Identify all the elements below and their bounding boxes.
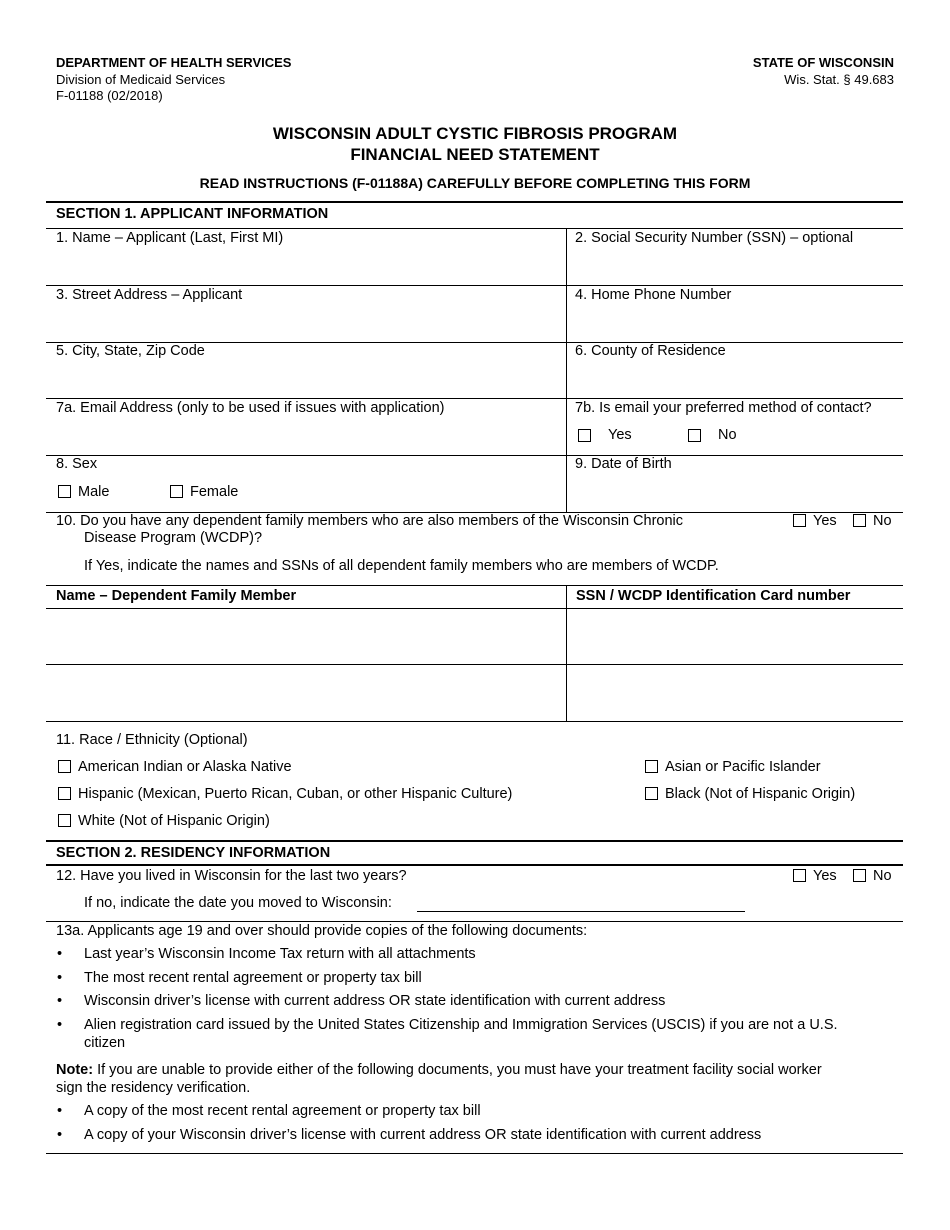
race-asian-label: Asian or Pacific Islander [665,759,821,775]
division-name: Division of Medicaid Services [56,72,226,87]
county-field[interactable] [567,342,903,398]
state-name: STATE OF WISCONSIN [752,55,894,70]
street-address-label: 3. Street Address – Applicant [56,287,243,303]
doc-item-cont: citizen [84,1035,126,1051]
q12-yes-checkbox[interactable] [793,869,806,882]
race-black-label: Black (Not of Hispanic Origin) [665,786,856,802]
applicant-name-field[interactable] [46,228,566,285]
ssn-label: 2. Social Security Number (SSN) – optional [575,230,854,246]
bullet: • [57,970,63,986]
q10-note: If Yes, indicate the names and SSNs of all dependent family members who are members of WCDP. [84,558,719,574]
q13a-text: 13a. Applicants age 19 and over should provide copies of the following documents: [56,923,588,939]
form-id: F-01188 (02/2018) [56,88,163,103]
dependent-ssn-header: SSN / WCDP Identification Card number [576,588,851,604]
form-subtitle: FINANCIAL NEED STATEMENT [350,145,600,164]
divider [46,201,903,203]
bullet: • [57,993,63,1009]
bullet: • [57,946,63,962]
email-preferred-no-label: No [718,427,737,443]
divider [46,585,903,586]
race-hispanic-label: Hispanic (Mexican, Puerto Rican, Cuban, or other Hispanic Culture) [78,786,513,802]
sex-label: 8. Sex [56,456,98,472]
race-white-label: White (Not of Hispanic Origin) [78,813,270,829]
doc-item: Wisconsin driver’s license with current address OR state identification with current address [84,993,666,1009]
q10-yes-checkbox[interactable] [793,514,806,527]
divider [46,864,903,866]
q10-no-label: No [873,513,892,529]
department-name: DEPARTMENT OF HEALTH SERVICES [56,55,292,70]
email-field[interactable] [46,398,566,455]
note-doc-item: A copy of your Wisconsin driver’s license with current address OR state identification with current address [84,1127,762,1143]
q10-no-checkbox[interactable] [853,514,866,527]
residency-note [56,1062,822,1078]
divider [46,1153,903,1154]
dependent-ssn-input-1[interactable] [567,609,903,664]
q12-yes-label: Yes [813,868,837,884]
sex-male-label: Male [78,484,110,500]
note-text-cont: sign the residency verification. [56,1080,251,1096]
q12-note: If no, indicate the date you moved to Wisconsin: [84,895,392,911]
email-label: 7a. Email Address (only to be used if issues with application) [56,400,445,416]
bullet: • [57,1017,63,1033]
email-preferred-label: 7b. Is email your preferred method of contact? [575,400,872,416]
race-white-checkbox[interactable] [58,814,71,827]
sex-male-checkbox[interactable] [58,485,71,498]
note-doc-item: A copy of the most recent rental agreement or property tax bill [84,1103,481,1119]
q11-label: 11. Race / Ethnicity (Optional) [56,732,248,748]
dependent-name-input-1[interactable] [46,609,566,664]
bullet: • [57,1127,63,1143]
doc-item: The most recent rental agreement or property tax bill [84,970,422,986]
form-title: WISCONSIN ADULT CYSTIC FIBROSIS PROGRAM [272,124,678,143]
q12-text: 12. Have you lived in Wisconsin for the last two years? [56,868,407,884]
sex-female-label: Female [190,484,239,500]
email-preferred-yes-checkbox[interactable] [578,429,591,442]
applicant-name-label: 1. Name – Applicant (Last, First MI) [56,230,284,246]
email-preferred-no-checkbox[interactable] [688,429,701,442]
county-label: 6. County of Residence [575,343,726,359]
race-black-checkbox[interactable] [645,787,658,800]
ssn-field[interactable] [567,228,903,285]
race-american-indian-label: American Indian or Alaska Native [78,759,292,775]
doc-item: Last year’s Wisconsin Income Tax return with all attachments [84,946,476,962]
dependent-name-input-2[interactable] [46,665,566,721]
bullet: • [57,1103,63,1119]
statute: Wis. Stat. § 49.683 [784,72,894,87]
city-state-zip-field[interactable] [46,342,566,398]
q10-yes-label: Yes [813,513,837,529]
street-address-field[interactable] [46,285,566,342]
divider [46,840,903,842]
note-text: If you are unable to provide either of the following documents, you must have your treatment facility social worker [93,1062,822,1078]
race-hispanic-checkbox[interactable] [58,787,71,800]
date-of-birth-label: 9. Date of Birth [575,456,672,472]
dependent-ssn-input-2[interactable] [567,665,903,721]
divider [46,721,903,722]
divider [46,921,903,922]
section1-heading: SECTION 1. APPLICANT INFORMATION [56,206,329,222]
section2-heading: SECTION 2. RESIDENCY INFORMATION [56,845,331,861]
q12-no-label: No [873,868,892,884]
race-asian-checkbox[interactable] [645,760,658,773]
q10-text-cont: Disease Program (WCDP)? [84,530,263,546]
instructions-note: READ INSTRUCTIONS (F-01188A) CAREFULLY BEFORE COMPLETING THIS FORM [199,175,751,191]
dependent-name-header: Name – Dependent Family Member [56,588,297,604]
doc-item: Alien registration card issued by the United States Citizenship and Immigration Services (USCIS) if you are not a U.S. [84,1017,838,1033]
home-phone-field[interactable] [567,285,903,342]
q12-no-checkbox[interactable] [853,869,866,882]
email-preferred-yes-label: Yes [608,427,632,443]
q10-text: 10. Do you have any dependent family members who are also members of the Wisconsin Chronic [56,513,684,529]
race-american-indian-checkbox[interactable] [58,760,71,773]
sex-female-checkbox[interactable] [170,485,183,498]
note-label: Note: [56,1062,94,1078]
move-date-input[interactable] [417,893,745,912]
home-phone-label: 4. Home Phone Number [575,287,732,303]
date-of-birth-field[interactable] [567,455,903,512]
city-state-zip-label: 5. City, State, Zip Code [56,343,205,359]
